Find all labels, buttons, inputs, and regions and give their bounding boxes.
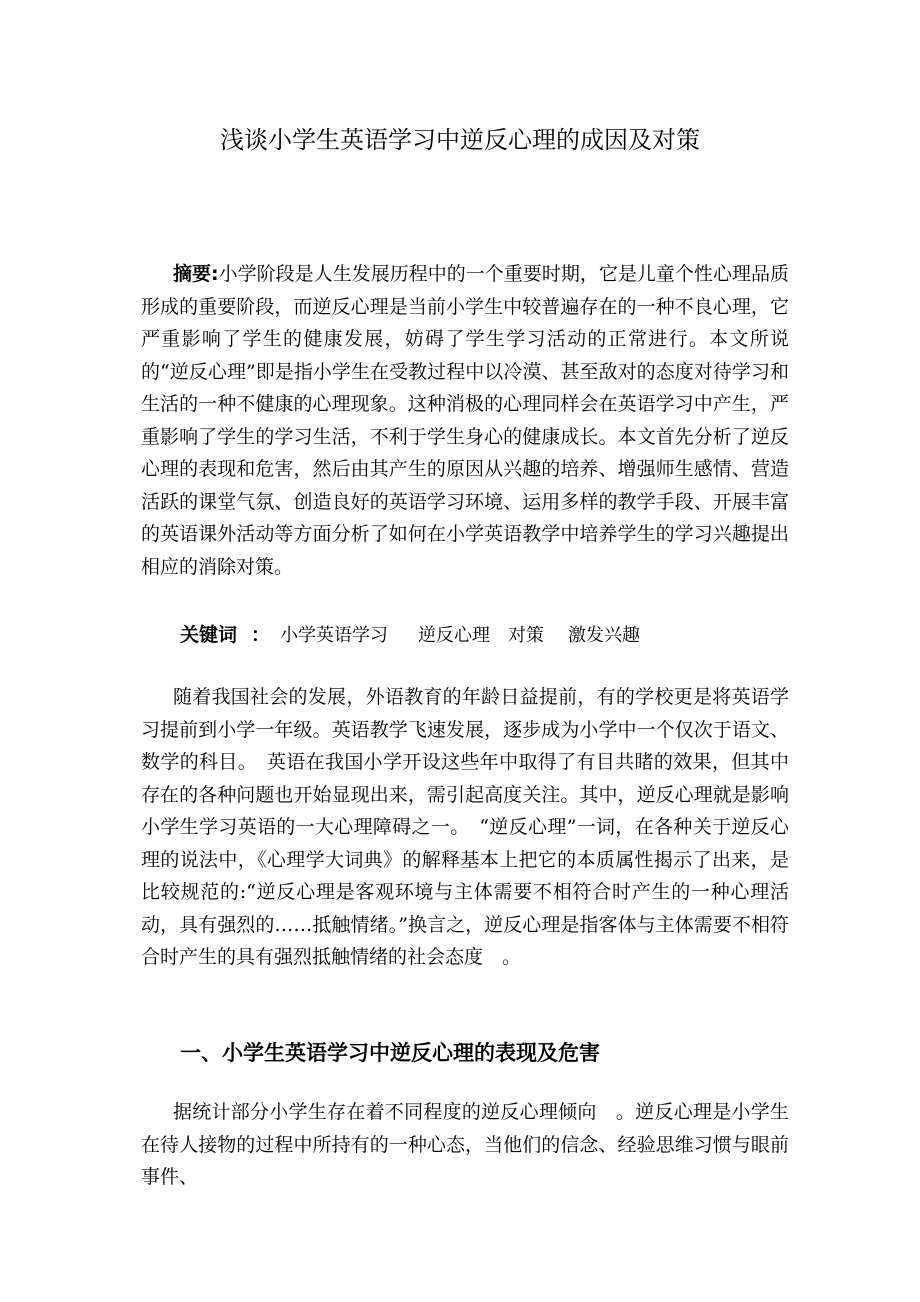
section-heading: 一、小学生英语学习中逆反心理的表现及危害 [180,1041,600,1065]
keyword-item: 逆反心理 [418,625,491,646]
intro-paragraph: 随着我国社会的发展，外语教育的年龄日益提前，有的学校更是将英语学习提前到小学一年级。英语教学飞速发展，逐步成为小学中一个仅次于语文、数学的科目。 英语在我国小学开设这些年中取得了有目共睹的效果，但其中存在的各种问题也开始显现出来，需引起高度关注。其中，逆反心理就是影响小学生学习英语的一大心理障碍之一。 “逆反心理”一词，在各种关于逆反心理的说法中，《心理学大词典》的解释基本上把它的本质属性揭示了出来，是比较规范的:“逆反心理是客观环境与主体需要不相符合时产生的一种心理活动，具有强烈的……抵触情绪。”换言之，逆反心理是指客体与主体需要不相符合时产生的具有强烈抵触情绪的社会态度 。 [141,686,789,968]
keywords-colon: ： [251,624,271,646]
keyword-item: 小学英语学习 [280,625,389,646]
abstract-label: 摘要: [173,263,219,285]
keywords-line [180,620,640,647]
keyword-item: 激发兴趣 [568,625,641,646]
document-title: 浅谈小学生英语学习中逆反心理的成因及对策 [220,126,700,154]
section-paragraph: 据统计部分小学生存在着不同程度的逆反心理倾向 。逆反心理是小学生在待人接物的过程中所持有的一种心态，当他们的信念、经验思维习惯与眼前事件、 [141,1101,789,1188]
abstract-paragraph [141,258,789,583]
keyword-item: 对策 [508,625,545,646]
keywords-label: 关键词 [180,624,238,646]
abstract-text: 小学阶段是人生发展历程中的一个重要时期，它是儿童个性心理品质形成的重要阶段，而逆反心理是当前小学生中较普遍存在的一种不良心理，它严重影响了学生的健康发展，妨碍了学生学习活动的正常进行。本文所说的“逆反心理”即是指小学生在受教过程中以冷漠、甚至敌对的态度对待学习和生活的一种不健康的心理现象。这种消极的心理同样会在英语学习中产生，严重影响了学生的学习生活，不利于学生身心的健康成长。本文首先分析了逆反心理的表现和危害，然后由其产生的原因从兴趣的培养、增强师生感情、营造活跃的课堂气氛、创造良好的英语学习环境、运用多样的教学手段、开展丰富的英语课外活动等方面分析了如何在小学英语教学中培养学生的学习兴趣提出相应的消除对策。 [141,263,789,578]
